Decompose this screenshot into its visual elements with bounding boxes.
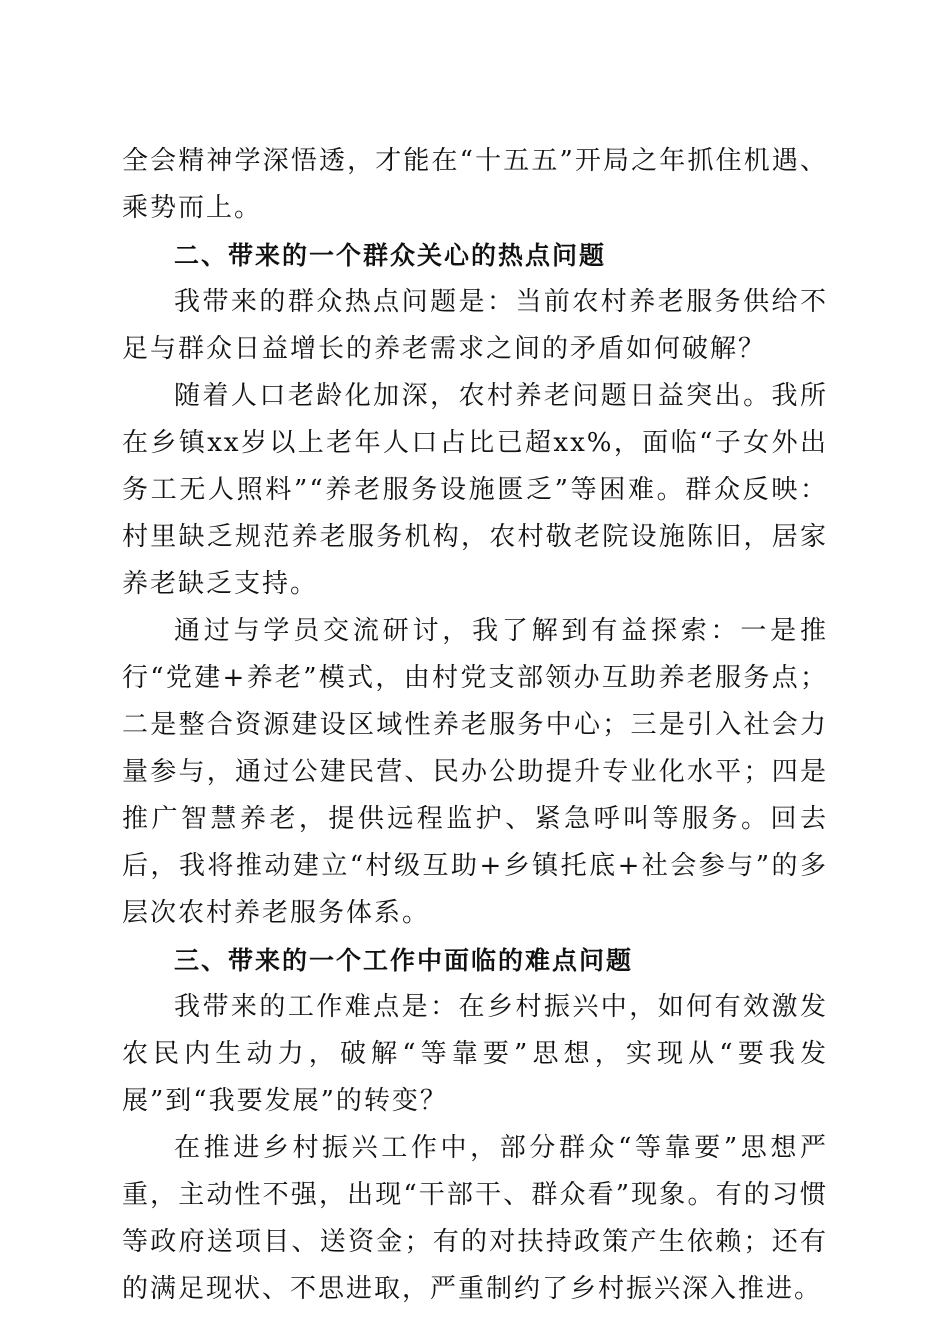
- section-heading-2: 二、带来的一个群众关心的热点问题: [174, 241, 607, 270]
- paragraph-exploration: 通过与学员交流研讨，我了解到有益探索：一是推行“党建+养老”模式，由村党支部领办互助养老服务点；二是整合资源建设区域性养老服务中心；三是引入社会力量参与，通过公建民营、民办公助提升专业化水平；四是推广智慧养老，提供远程监护、紧急呼叫等服务。回去后，我将推动建立“村级互助+乡镇托底+社会参与”的多层次农村养老服务体系。: [122, 616, 828, 928]
- paragraph-hot-issue: 我带来的群众热点问题是：当前农村养老服务供给不足与群众日益增长的养老需求之间的矛盾如何破解？: [122, 287, 828, 364]
- paragraph-aging: 随着人口老龄化加深，农村养老问题日益突出。我所在乡镇xx岁以上老年人口占比已超xx%，面临“子女外出务工无人照料”“养老服务设施匮乏”等困难。群众反映：村里缺乏规范养老服务机构，农村敬老院设施陈旧，居家养老缺乏支持。: [122, 381, 828, 599]
- paragraph-continued: 全会精神学深悟透，才能在“十五五”开局之年抓住机遇、乘势而上。: [122, 146, 828, 223]
- document-body: [122, 138, 828, 1313]
- paragraph-rural-revitalization: 在推进乡村振兴工作中，部分群众“等靠要”思想严重，主动性不强，出现“干部干、群众看”现象。有的习惯等政府送项目、送资金；有的对扶持政策产生依赖；还有的满足现状、不思进取，严重制约了乡村振兴深入推进。: [122, 1133, 828, 1304]
- paragraph-difficulty: 我带来的工作难点是：在乡村振兴中，如何有效激发农民内生动力，破解“等靠要”思想，实现从“要我发展”到“我要发展”的转变？: [122, 992, 828, 1116]
- section-heading-3: 三、带来的一个工作中面临的难点问题: [174, 946, 634, 975]
